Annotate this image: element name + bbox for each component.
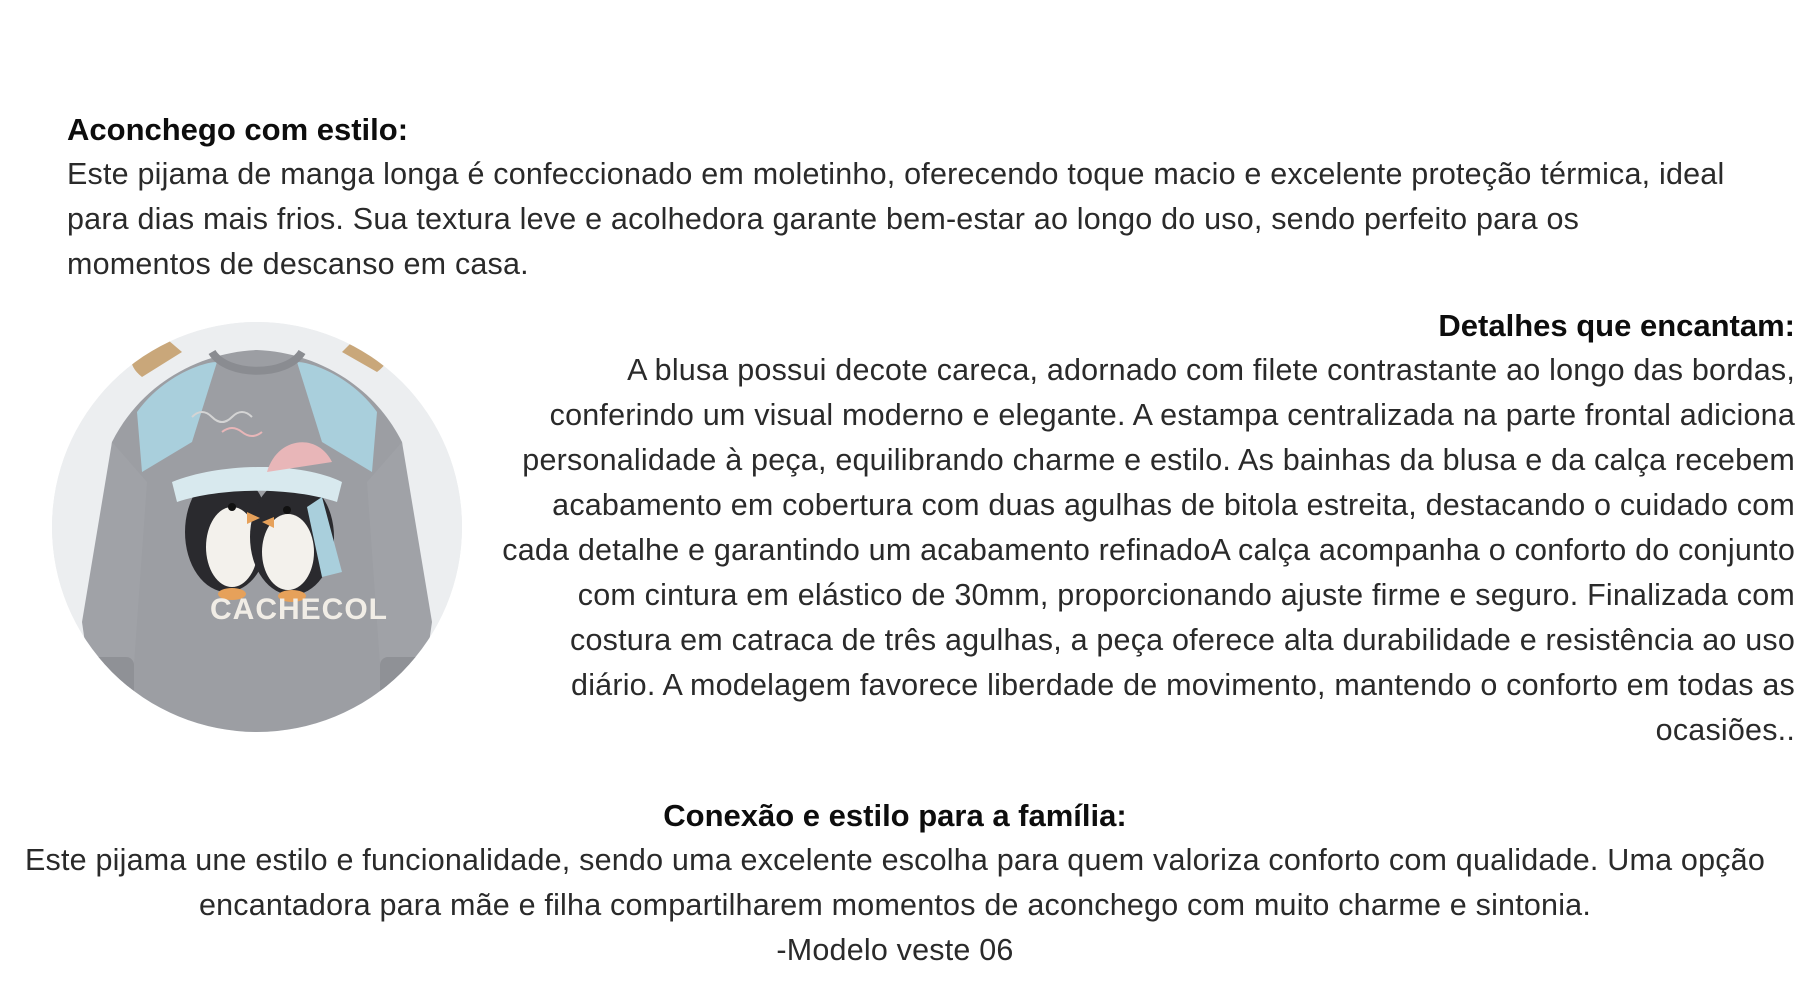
section-details-text: A blusa possui decote careca, adornado com filete contrastante ao longo das bordas, conferindo um visual moderno e elegante. A estampa centralizada na parte frontal adiciona personalidade à peça, equilibrando charme e estilo. As bainhas da blusa e da calça recebem acabamento em cobertura com duas agulhas de bitola estreita, destacando o cuidado com cada detalhe e garantindo um acabamento refinadoA calça acompanha o conforto do conjunto com cintura em elástico de 30mm, proporcionando ajuste firme e seguro. Finalizada com costura em catraca de três agulhas, a peça oferece alta durabilidade e resistência ao uso diário. A modelagem favorece liberdade de movimento, mantendo o conforto em todas as ocasiões.. — [502, 353, 1795, 747]
print-text: CACHECOL — [210, 593, 388, 626]
section-cozy — [67, 108, 1727, 287]
pajama-illustration — [52, 322, 462, 732]
section-family-text: Este pijama une estilo e funcionalidade, sendo uma excelente escolha para quem valoriza conforto com qualidade. Uma opção encantadora para mãe e filha compartilharem momentos de aconchego com muito charme e sintonia. — [24, 843, 1766, 922]
section-details — [480, 304, 1795, 753]
product-photo — [52, 322, 462, 732]
section-family — [0, 794, 1790, 973]
section-cozy-text: Este pijama de manga longa é confeccionado em moletinho, oferecendo toque macio e excelente proteção térmica, ideal para dias mais frios. Sua textura leve e acolhedora garante bem-estar ao longo do uso, sendo perfeito para os momentos de descanso em casa. — [67, 157, 1725, 281]
section-cozy-heading: Aconchego com estilo: — [67, 112, 409, 147]
model-size-note: -Modelo veste 06 — [776, 933, 1014, 967]
section-details-heading: Detalhes que encantam: — [1438, 308, 1795, 343]
section-family-heading: Conexão e estilo para a família: — [663, 798, 1127, 833]
